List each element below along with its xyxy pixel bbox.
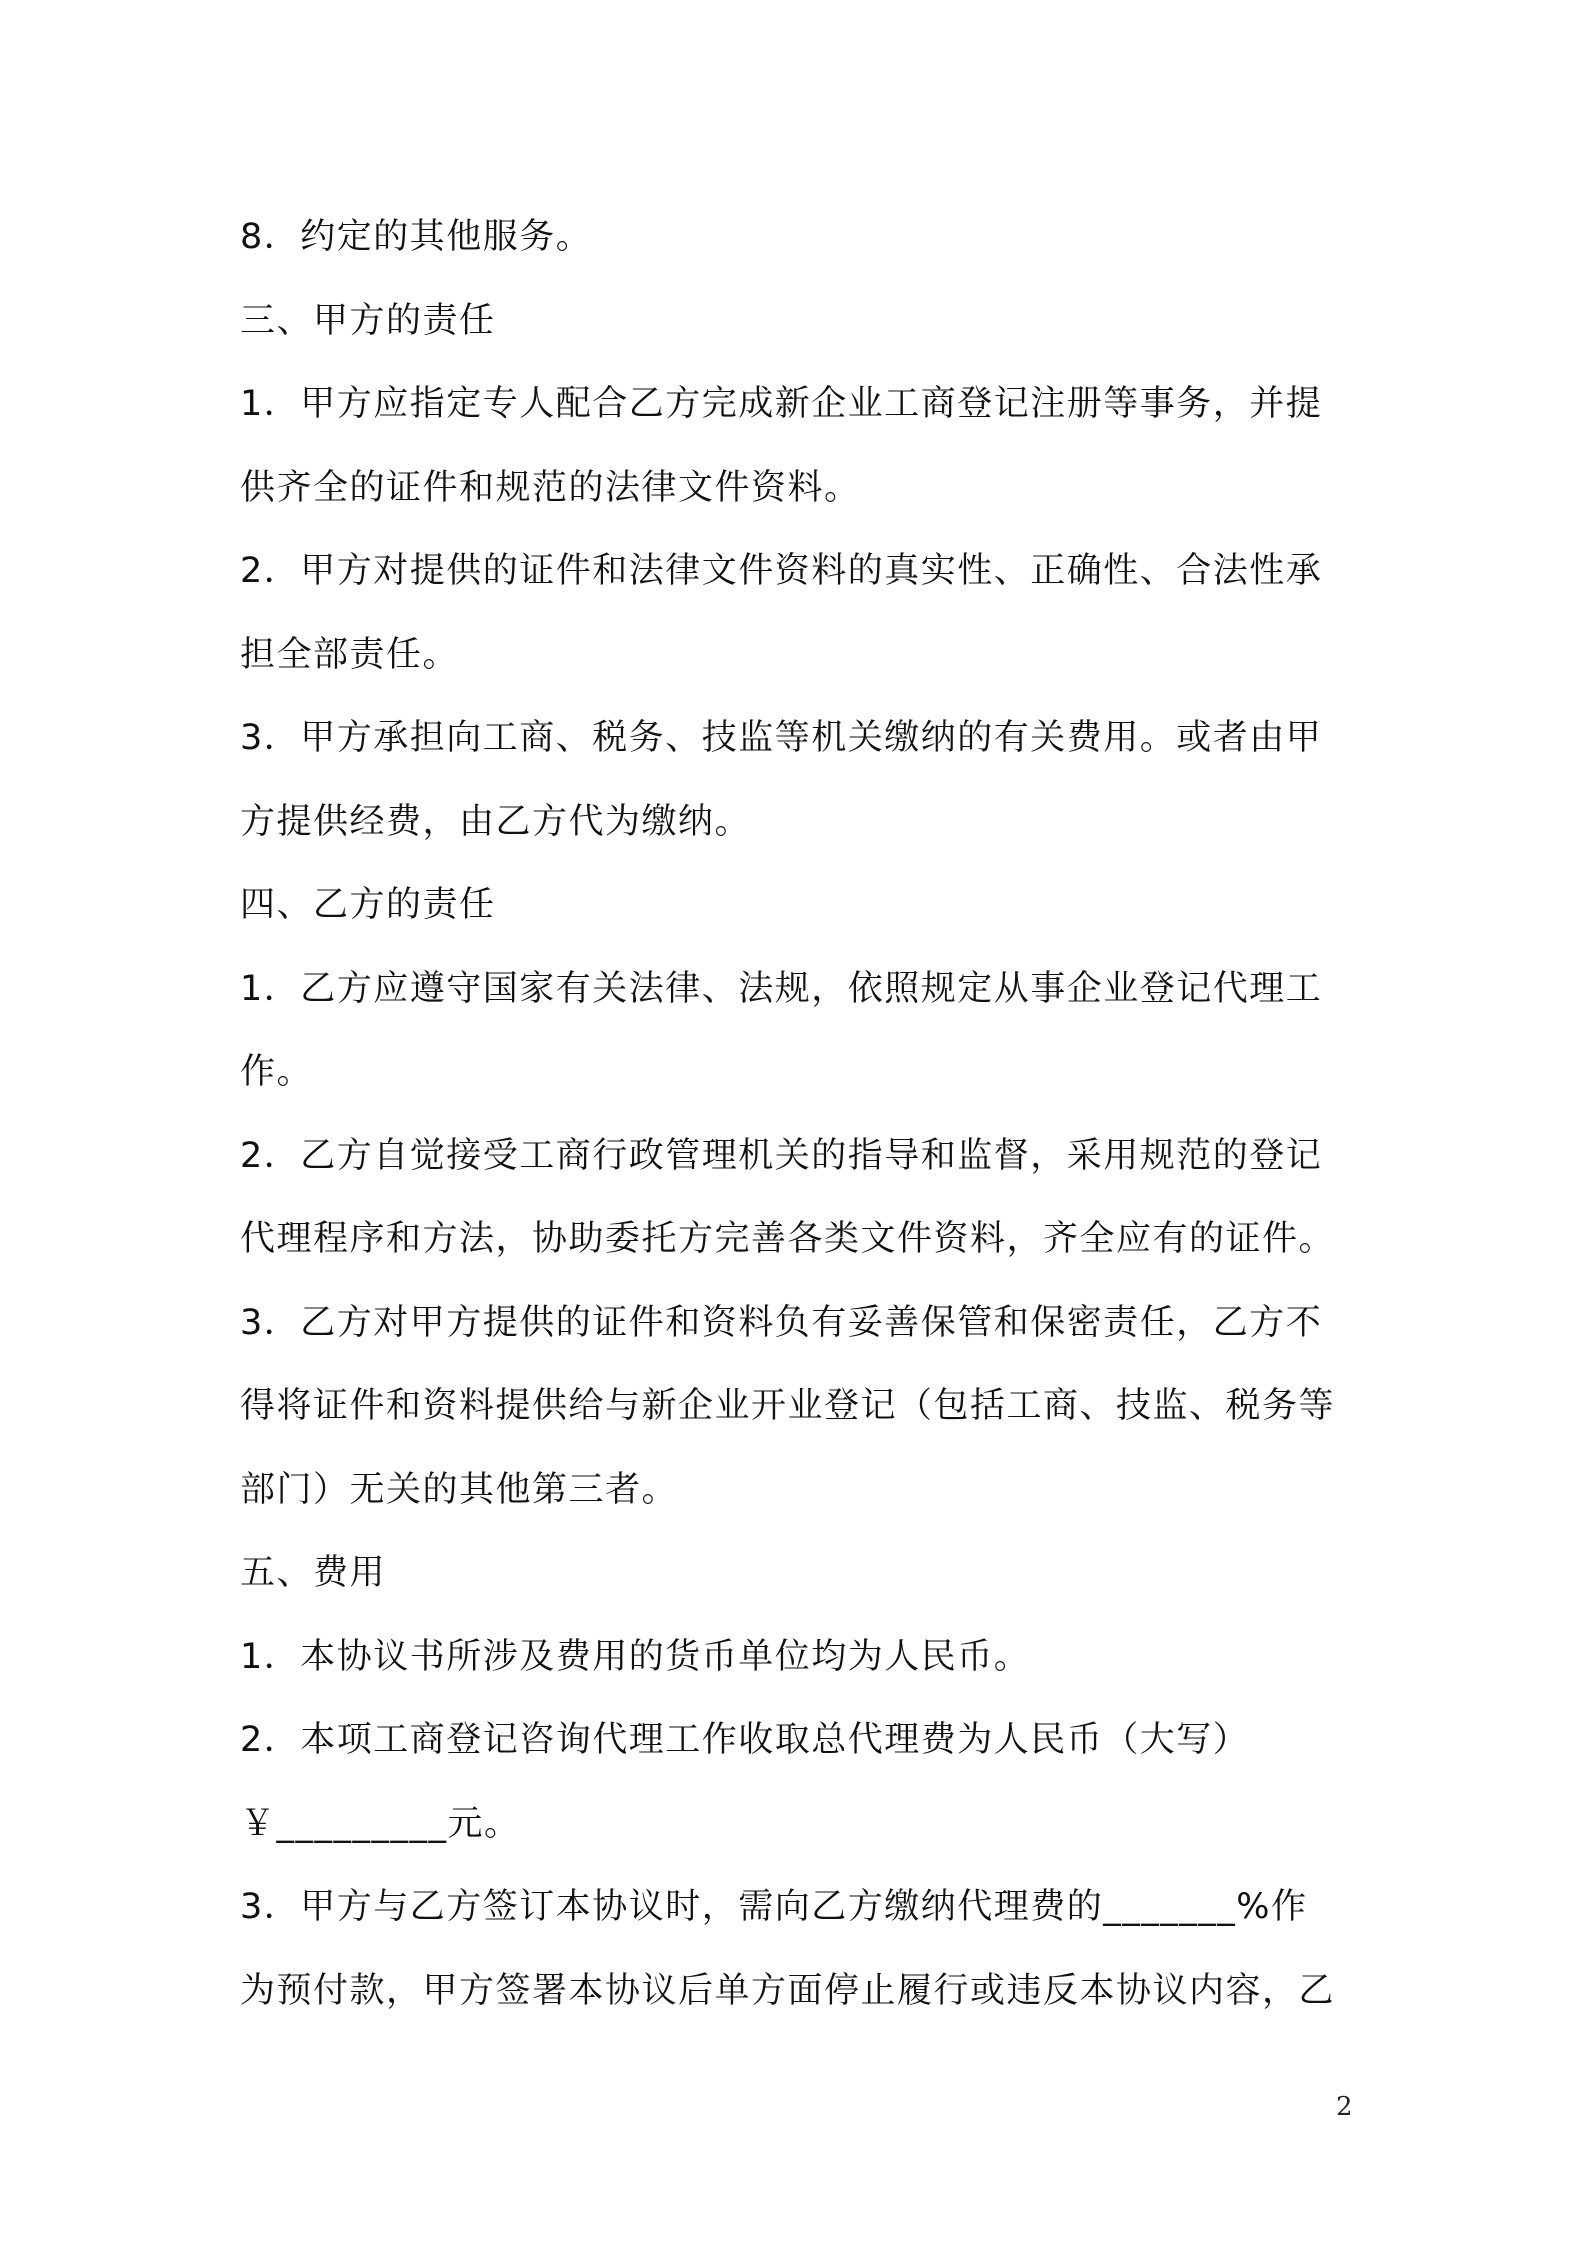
- text-line: 得将证件和资料提供给与新企业开业登记（包括工商、技监、税务等: [240, 1386, 1336, 1426]
- text-line: 担全部责任。: [240, 634, 460, 675]
- page-number: 2: [1336, 2092, 1353, 2122]
- text-line: 作。: [240, 1052, 314, 1092]
- text-line: 2．本项工商登记咨询代理工作收取总代理费为人民币（大写）: [240, 1720, 1250, 1760]
- text-line: 2．乙方自觉接受工商行政管理机关的指导和监督，采用规范的登记: [240, 1135, 1323, 1176]
- section-heading: 三、甲方的责任: [240, 300, 496, 341]
- text-line: 2．甲方对提供的证件和法律文件资料的真实性、正确性、合法性承: [240, 551, 1323, 591]
- text-line: 1．乙方应遵守国家有关法律、法规，依照规定从事企业登记代理工: [240, 968, 1323, 1009]
- text-line: 方提供经费，由乙方代为缴纳。: [240, 801, 752, 842]
- text-line: ￥_________元。: [240, 1803, 521, 1844]
- text-line: 代理程序和方法，协助委托方完善各类文件资料，齐全应有的证件。: [240, 1219, 1336, 1259]
- text-line: 3．甲方与乙方签订本协议时，需向乙方缴纳代理费的_______%作: [240, 1887, 1308, 1927]
- text-line: 供齐全的证件和规范的法律文件资料。: [240, 467, 861, 508]
- text-line: 部门）无关的其他第三者。: [240, 1469, 679, 1510]
- text-line: 1．本协议书所涉及费用的货币单位均为人民币。: [240, 1636, 1031, 1677]
- text-line: 8．约定的其他服务。: [240, 217, 593, 257]
- section-heading: 四、乙方的责任: [240, 885, 496, 925]
- document-body: [240, 196, 1360, 2033]
- text-line: 为预付款，甲方签署本协议后单方面停止履行或违反本协议内容，乙: [240, 1970, 1336, 2011]
- section-heading: 五、费用: [240, 1553, 387, 1593]
- text-line: 3．乙方对甲方提供的证件和资料负有妥善保管和保密责任，乙方不: [240, 1302, 1323, 1343]
- text-line: 1．甲方应指定专人配合乙方完成新企业工商登记注册等事务，并提: [240, 384, 1323, 424]
- text-line: 3．甲方承担向工商、税务、技监等机关缴纳的有关费用。或者由甲: [240, 718, 1323, 758]
